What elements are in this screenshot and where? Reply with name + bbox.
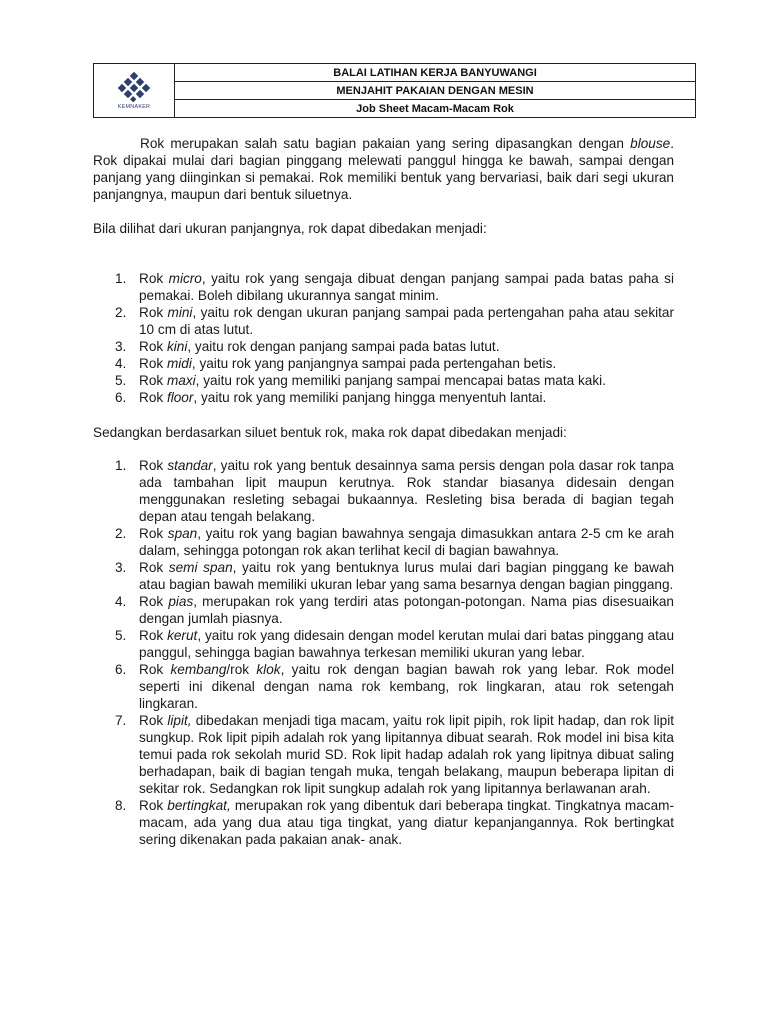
intro-text-1: Rok merupakan salah satu bagian pakaian yang sering dipasangkan dengan <box>140 136 631 151</box>
item-term: pias <box>168 594 194 609</box>
intro-text-2: . Rok dipakai mulai dari bagian pinggang melewati panggul hingga ke bawah, sampai dengan panjang yang diinginkan si pemakai. Rok memiliki bentuk yang bervariasi, baik dari segi ukuran panjangnya, maupun dari bentuk siluetnya. <box>93 136 674 202</box>
item-text: , yaitu rok yang memiliki panjang hingga menyentuh lantai. <box>193 390 547 405</box>
silhouette-item <box>93 593 674 627</box>
item-term: semi span <box>168 560 233 575</box>
item-prefix: Rok <box>139 271 169 286</box>
item-term: kerut <box>167 628 198 643</box>
silhouette-item <box>93 525 674 559</box>
length-item <box>93 372 674 389</box>
job-sheet-title: Job Sheet Macam-Macam Rok <box>356 102 514 115</box>
item-text: , yaitu rok dengan panjang sampai pada batas lutut. <box>187 339 500 354</box>
length-item <box>93 270 674 304</box>
item-prefix: Rok <box>139 560 169 575</box>
item-term: kembang <box>170 662 227 677</box>
item-term: mini <box>167 305 193 320</box>
silhouette-list <box>93 457 674 848</box>
item-mid: /rok <box>226 662 257 677</box>
item-text: , yaitu rok yang bagian bawahnya sengaja dimasukkan antara 2-5 cm ke arah dalam, sehingga potongan rok akan terlihat kecil di bagian bawahnya. <box>139 526 674 558</box>
item-prefix: Rok <box>139 390 167 405</box>
length-item <box>93 304 674 338</box>
silhouette-item <box>93 712 674 797</box>
item-number: 5. <box>115 628 127 643</box>
silhouette-lead: Sedangkan berdasarkan siluet bentuk rok, maka rok dapat dibedakan menjadi: <box>93 425 567 440</box>
item-term: maxi <box>166 373 196 388</box>
length-item <box>93 355 674 372</box>
length-lead: Bila dilihat dari ukuran panjangnya, rok dapat dibedakan menjadi: <box>93 221 487 236</box>
item-number: 1. <box>115 271 127 286</box>
item-term-2: klok <box>256 662 281 677</box>
header-title-rows <box>175 64 695 117</box>
item-prefix: Rok <box>139 628 168 643</box>
item-prefix: Rok <box>139 305 168 320</box>
item-prefix: Rok <box>139 526 168 541</box>
length-item <box>93 338 674 355</box>
body-content <box>93 135 674 848</box>
item-number: 3. <box>115 560 127 575</box>
length-item <box>93 389 674 406</box>
item-term: span <box>167 526 198 541</box>
item-number: 4. <box>115 356 127 371</box>
silhouette-item <box>93 661 674 712</box>
item-prefix: Rok <box>139 662 171 677</box>
item-text: , yaitu rok yang sengaja dibuat dengan panjang sampai pada batas paha si pemakai. Boleh dibilang ukurannya sangat minim. <box>139 271 674 303</box>
item-prefix: Rok <box>139 356 167 371</box>
item-text: , merupakan rok yang terdiri atas potongan-potongan. Nama pias disesuaikan dengan jumlah piasnya. <box>139 594 674 626</box>
kemnaker-logo-icon <box>117 72 151 102</box>
logo-cell <box>94 64 175 117</box>
item-prefix: Rok <box>139 798 168 813</box>
item-number: 1. <box>115 458 127 473</box>
item-prefix: Rok <box>139 373 167 388</box>
item-text: merupakan rok yang dibentuk dari beberapa tingkat. Tingkatnya macam-macam, ada yang dua atau tiga tingkat, yang diatur kepanjangannya. Rok bertingkat sering dikenakan pada pakaian anak- anak. <box>139 798 674 847</box>
item-term: micro <box>168 271 202 286</box>
item-text: , yaitu rok yang bentuk desainnya sama persis dengan pola dasar rok tanpa ada tambahan lipit maupun kerutnya. Rok standar biasanya didesain dengan menggunakan resleting sebagai bukaannya. Resleting bisa berada di bagian tegah depan atau tengah belakang. <box>139 458 674 524</box>
item-term: standar <box>167 458 213 473</box>
item-number: 2. <box>115 526 127 541</box>
intro-italic-term: blouse <box>630 136 671 151</box>
logo-caption: KEMNAKER <box>117 103 151 110</box>
program-name: MENJAHIT PAKAIAN DENGAN MESIN <box>175 82 695 100</box>
silhouette-item <box>93 627 674 661</box>
item-text: , yaitu rok dengan bagian bawah rok yang lebar. Rok model seperti ini dikenal dengan nama rok kembang, rok lingkaran, atau rok setengah lingkaran. <box>139 662 675 711</box>
item-prefix: Rok <box>139 339 167 354</box>
item-number: 2. <box>115 305 127 320</box>
item-term: floor <box>166 390 194 405</box>
item-number: 8. <box>115 798 127 813</box>
item-number: 5. <box>115 373 127 388</box>
silhouette-item <box>93 559 674 593</box>
item-prefix: Rok <box>139 594 169 609</box>
length-list <box>93 270 674 406</box>
header-table <box>93 63 696 118</box>
item-number: 6. <box>115 390 127 405</box>
item-text: , yaitu rok yang bentuknya lurus mulai dari bagian pinggang ke bawah atau bagian bawah memiliki ukuran lebar yang sama besarnya dengan bagian pinggang. <box>139 560 675 592</box>
item-number: 6. <box>115 662 127 677</box>
item-prefix: Rok <box>139 458 168 473</box>
item-prefix: Rok <box>139 713 168 728</box>
item-term: bertingkat, <box>167 798 231 813</box>
item-text: , yaitu rok dengan ukuran panjang sampai pada pertengahan paha atau sekitar 10 cm di atas lutut. <box>139 305 674 337</box>
item-term: midi <box>166 356 192 371</box>
item-text: , yaitu rok yang didesain dengan model kerutan mulai dari batas pinggang atau panggul, sehingga bagian bawahnya terkesan memiliki ukuran yang lebar. <box>139 628 675 660</box>
item-term: lipit, <box>167 713 192 728</box>
intro-paragraph <box>93 135 674 203</box>
silhouette-item <box>93 797 674 848</box>
item-number: 3. <box>115 339 127 354</box>
silhouette-item <box>93 457 674 525</box>
item-text: , yaitu rok yang panjangnya sampai pada pertengahan betis. <box>191 356 557 371</box>
item-number: 7. <box>115 713 127 728</box>
item-number: 4. <box>115 594 127 609</box>
item-text: dibedakan menjadi tiga macam, yaitu rok lipit pipih, rok lipit hadap, dan rok lipit sungkup. Rok lipit pipih adalah rok yang lipitannya dibuat searah. Rok model ini bisa kita temui pada rok sekolah murid SD. Rok lipit hadap adalah rok yang lipitnya dibuat saling berhadapan, baik di bagian tengah muka, tengah belakang, maupun beberapa lipitan di sekitar rok. Sedangkan rok lipit sungkup adalah rok yang lipitannya berlawanan arah. <box>139 713 674 796</box>
institution-name: BALAI LATIHAN KERJA BANYUWANGI <box>175 64 695 82</box>
item-term: kini <box>166 339 188 354</box>
item-text: , yaitu rok yang memiliki panjang sampai mencapai batas mata kaki. <box>195 373 606 388</box>
